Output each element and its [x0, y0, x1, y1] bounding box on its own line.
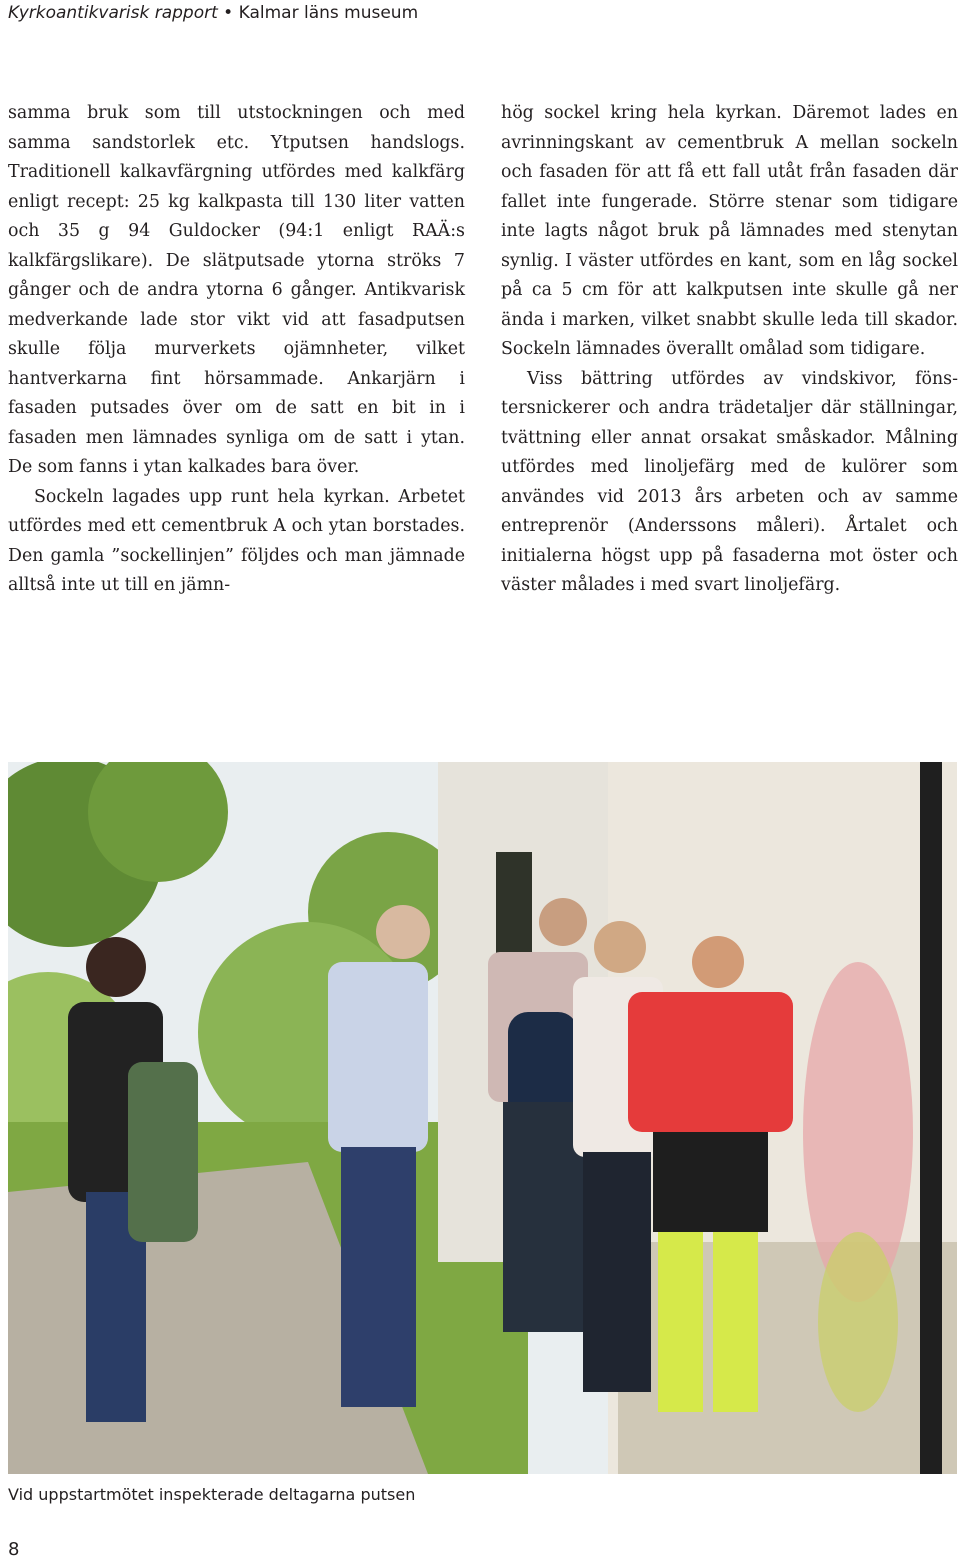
left-text-column	[8, 99, 465, 601]
right-text-column	[501, 99, 958, 601]
photo-caption: Vid uppstartmötet inspekterade deltagarna putsen	[8, 1485, 416, 1504]
header-separator: •	[223, 3, 234, 23]
body-paragraph: Viss bättring utfördes av vindskivor, fönstersnickerer och andra trädetaljer där ställningar, tvättning eller annat orsakat småskador. Målning utfördes med linoljefärg med de kulörer som användes vid 2013 års arbeten och av samme entreprenör (Anderssons måleri). Årtalet och initialerna högst upp på fasaderna mot öster och väster målades i med svart linoljefärg.	[501, 368, 958, 595]
church-facade-photo	[8, 762, 957, 1474]
museum-name: Kalmar läns museum	[238, 3, 419, 23]
page-number: 8	[8, 1539, 20, 1560]
body-paragraph: hög sockel kring hela kyrkan. Däremot lades en avrinningskant av cementbruk A mellan sockeln och fasaden för att få ett fall utåt från fasaden där fallet inte fungerade. Större stenar som tidigare inte lagts något bruk på lämnades med stenytan synlig. I väster utfördes en kant, som en låg sockel på ca 5 cm för att kalkputsen inte skulle gå ner ända i marken, vilket snabbt skulle leda till skador. Sockeln lämnades överallt omålad som tidigare.	[501, 103, 958, 359]
report-title: Kyrkoantikvarisk rapport	[8, 3, 218, 23]
running-header	[8, 0, 418, 26]
body-paragraph: Sockeln lagades upp runt hela kyrkan. Arbetet utfördes med ett cementbruk A och ytan borstades. Den gamla ”sockellinjen” följdes och man jämnade alltså inte ut till en jämn-	[8, 486, 465, 595]
body-paragraph: samma bruk som till utstockningen och med samma sandstorlek etc. Ytputsen handslogs. Traditionell kalkavfärgning utfördes med kalkfärg enligt recept: 25 kg kalkpasta till 130 liter vatten och 35 g 94 Guldocker (94:1 enligt RAÄ:s kalkfärgslikare). De slätputsade ytorna ströks 7 gånger och de andra ytorna 6 gånger. Antikvarisk medverkande lade stor vikt vid att fasadputsen skulle följa murverkets ojämnheter, vilket hantverkarna fint hörsammade. Ankarjärn i fasaden putsades över om de satt en bit in i fasaden men lämnades synliga om de satt i ytan. De som fanns i ytan kalkades bara över.	[8, 103, 465, 477]
